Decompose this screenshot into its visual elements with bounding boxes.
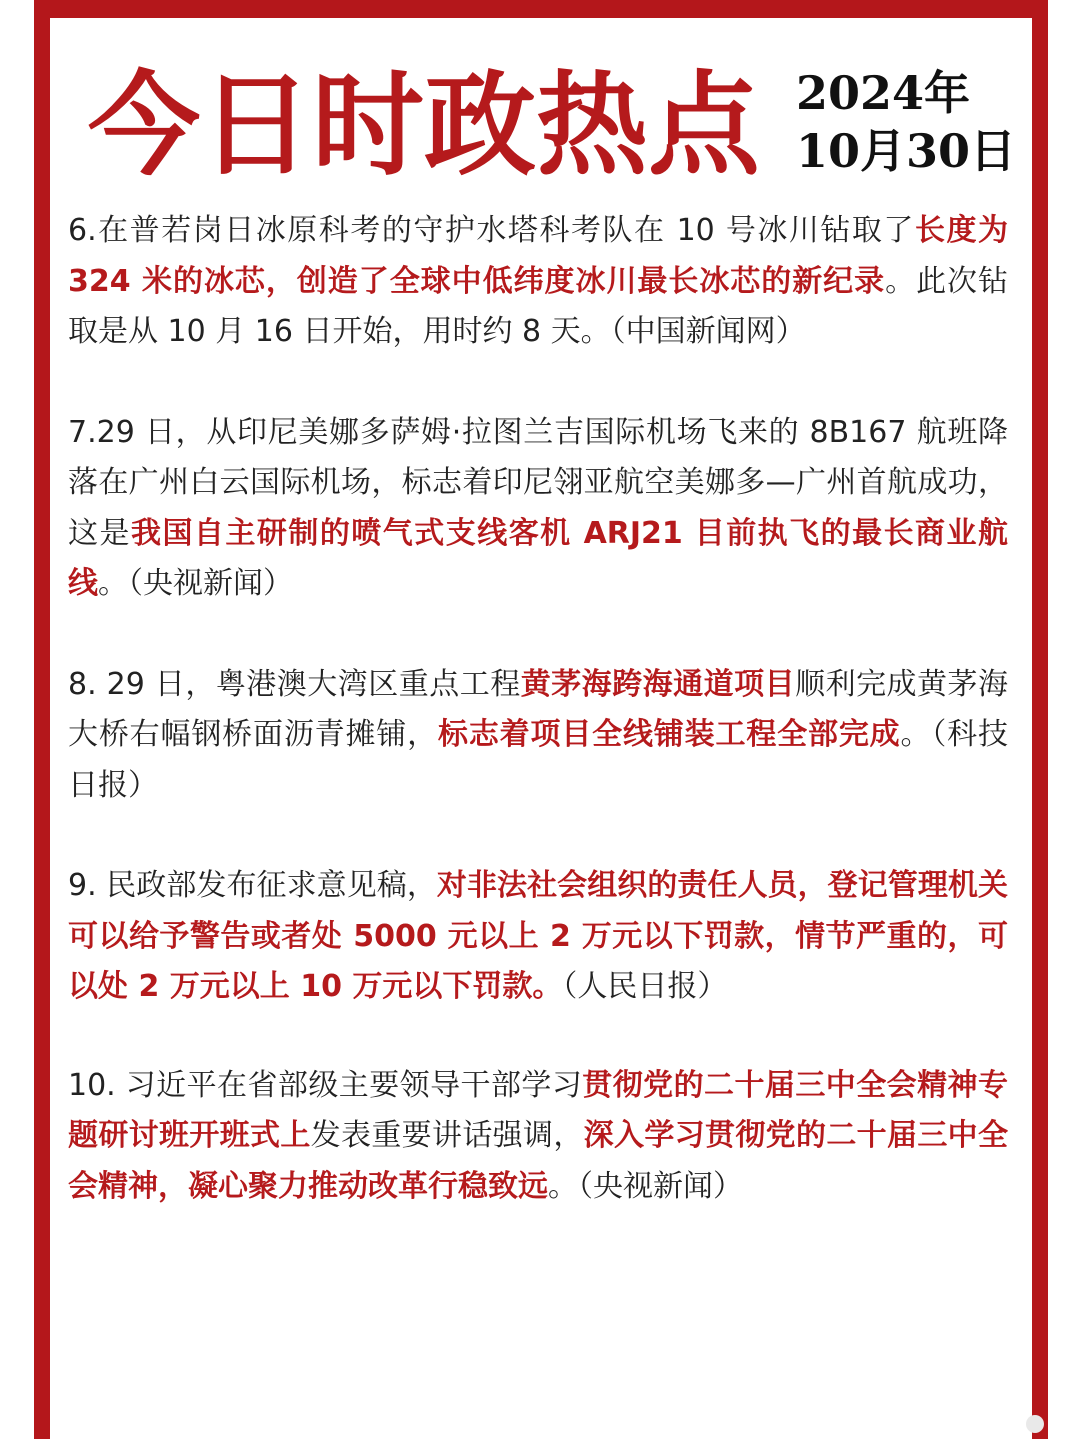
item-text: 8. 29 日，粤港澳大湾区重点工程 [68,666,521,702]
item-highlight: 标志着项目全线铺装工程全部完成 [438,717,901,752]
item-text: 10. 习近平在省部级主要领导干部学习 [68,1067,583,1103]
item-highlight: 深入学习贯彻党的二十届三中全会精神，凝心聚力推动改革行稳致远 [68,1118,1009,1204]
item-highlight: 我国自主研制的喷气式支线客机 ARJ21 目前执飞的最长商业航线 [68,515,1009,601]
item-text: 9. 民政部发布征求意见稿， [68,868,437,903]
news-item-8 [68,660,1008,812]
news-list [68,206,1008,1263]
news-item-9 [68,861,1008,1013]
news-item-10 [68,1061,1008,1213]
news-item-7 [68,408,1008,610]
item-text: 。此次钻取是从 10 月 16 日开始，用时约 8 天。（中国新闻网） [68,263,1008,349]
item-highlight: 贯彻党的二十届三中全会精神专题研讨班开班式上 [68,1067,1008,1153]
item-highlight: 长度为 324 米的冰芯，创造了全球中低纬度冰川最长冰芯的新纪录 [68,213,1008,299]
watermark-dot-icon [1026,1415,1044,1433]
item-text: 6.在普若岗日冰原科考的守护水塔科考队在 10 号冰川钻取了 [68,213,915,248]
page-title: 今日时政热点 [88,60,760,191]
item-highlight: 对非法社会组织的责任人员，登记管理机关可以给予警告或者处 5000 元以上 2 万元以下罚款，情节严重的，可以处 2 万元以上 10 万元以下罚款。 [68,868,1008,1004]
item-text: 7.29 日，从印尼美娜多萨姆·拉图兰吉国际机场飞来的 8B167 航班降落在广州白云国际机场，标志着印尼翎亚航空美娜多—广州首航成功，这是 [68,414,1008,551]
item-text: 。（央视新闻） [98,566,293,601]
news-item-6 [68,206,1008,358]
date-block [796,64,1016,180]
date-year: 2024年 [796,66,971,120]
item-text: 顺利完成黄茅海大桥右幅钢桥面沥青摊铺， [68,666,1009,752]
item-text: （人民日报） [562,969,728,1004]
item-text: 。（科技日报） [68,717,1009,803]
date-day: 10月30日 [796,124,1017,178]
item-text: 。（央视新闻） [548,1168,743,1204]
item-text: 发表重要讲话强调， [310,1118,584,1153]
item-highlight: 黄茅海跨海通道项目 [520,666,796,702]
